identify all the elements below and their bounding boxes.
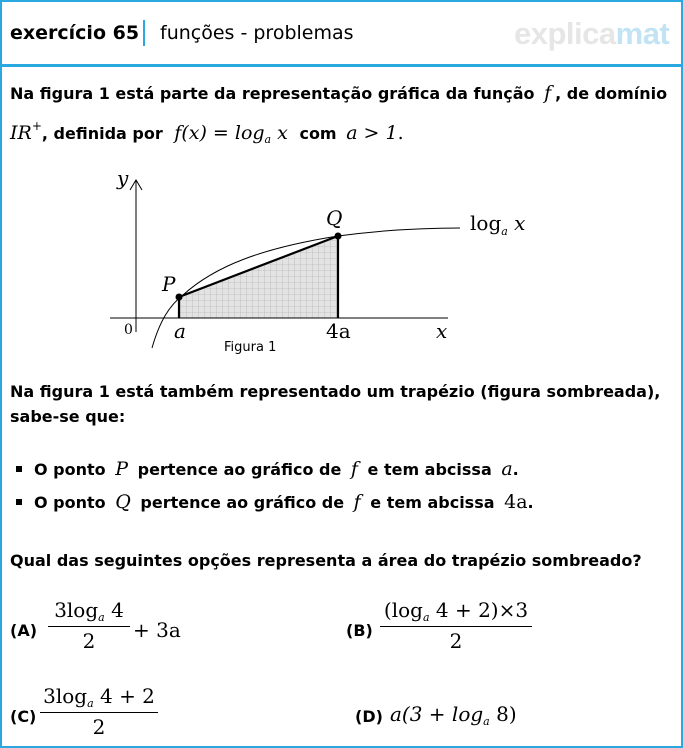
explicamat-logo: explicamat bbox=[514, 16, 670, 51]
tick-a-label: a bbox=[174, 319, 186, 343]
curve-label: $\log_a x$ bbox=[470, 211, 526, 238]
bullet-item-p: O ponto P pertence ao gráfico de f e tem abcissa a. bbox=[10, 457, 519, 482]
point-q bbox=[335, 233, 342, 240]
figure-caption: Figura 1 bbox=[224, 340, 277, 355]
option-b-label: (B) bbox=[346, 621, 373, 640]
option-a-label: (A) bbox=[10, 621, 38, 640]
exercise-title: exercício 65 bbox=[10, 22, 140, 44]
option-c-fraction: $3\log_a$ 4 + 2 2 bbox=[40, 684, 158, 739]
option-c-label: (C) bbox=[10, 707, 37, 726]
option-d-label: (D) bbox=[355, 707, 383, 726]
topic-title: funções - problemas bbox=[160, 22, 354, 44]
trapezoid bbox=[179, 236, 338, 318]
point-q-label: Q bbox=[326, 206, 343, 230]
y-label: y bbox=[117, 166, 129, 190]
bullet-item-q: O ponto Q pertence ao gráfico de f e tem abcissa 4a. bbox=[10, 490, 534, 515]
origin-label: 0 bbox=[124, 322, 133, 338]
trapezoid-line-1: Na figura 1 está também representado um trapézio (figura sombreada), bbox=[10, 382, 661, 401]
option-a-tail: + 3a bbox=[133, 618, 181, 642]
tick-4a-label: 4a bbox=[326, 319, 351, 343]
figure-1 bbox=[0, 0, 683, 360]
x-label: x bbox=[436, 319, 448, 343]
intro-line-2: IR+, definida por $f(x) = \log_a x$ com a > 1. bbox=[10, 119, 404, 146]
question: Qual das seguintes opções representa a área do trapézio sombreado? bbox=[10, 551, 642, 570]
bullet-icon bbox=[16, 499, 22, 505]
point-p-label: P bbox=[162, 272, 176, 296]
point-p bbox=[176, 294, 183, 301]
bullet-icon bbox=[16, 466, 22, 472]
option-a-fraction: $3\log_a$ 4 2 bbox=[48, 598, 130, 653]
option-b-fraction: ($\log_a$ 4 + 2)×3 2 bbox=[380, 598, 532, 653]
option-d-expression: $a(3 + \log_a 8)$ bbox=[390, 702, 517, 728]
intro-line-1: Na figura 1 está parte da representação gráfica da função f , de domínio bbox=[10, 82, 668, 104]
trapezoid-line-2: sabe-se que: bbox=[10, 407, 126, 426]
